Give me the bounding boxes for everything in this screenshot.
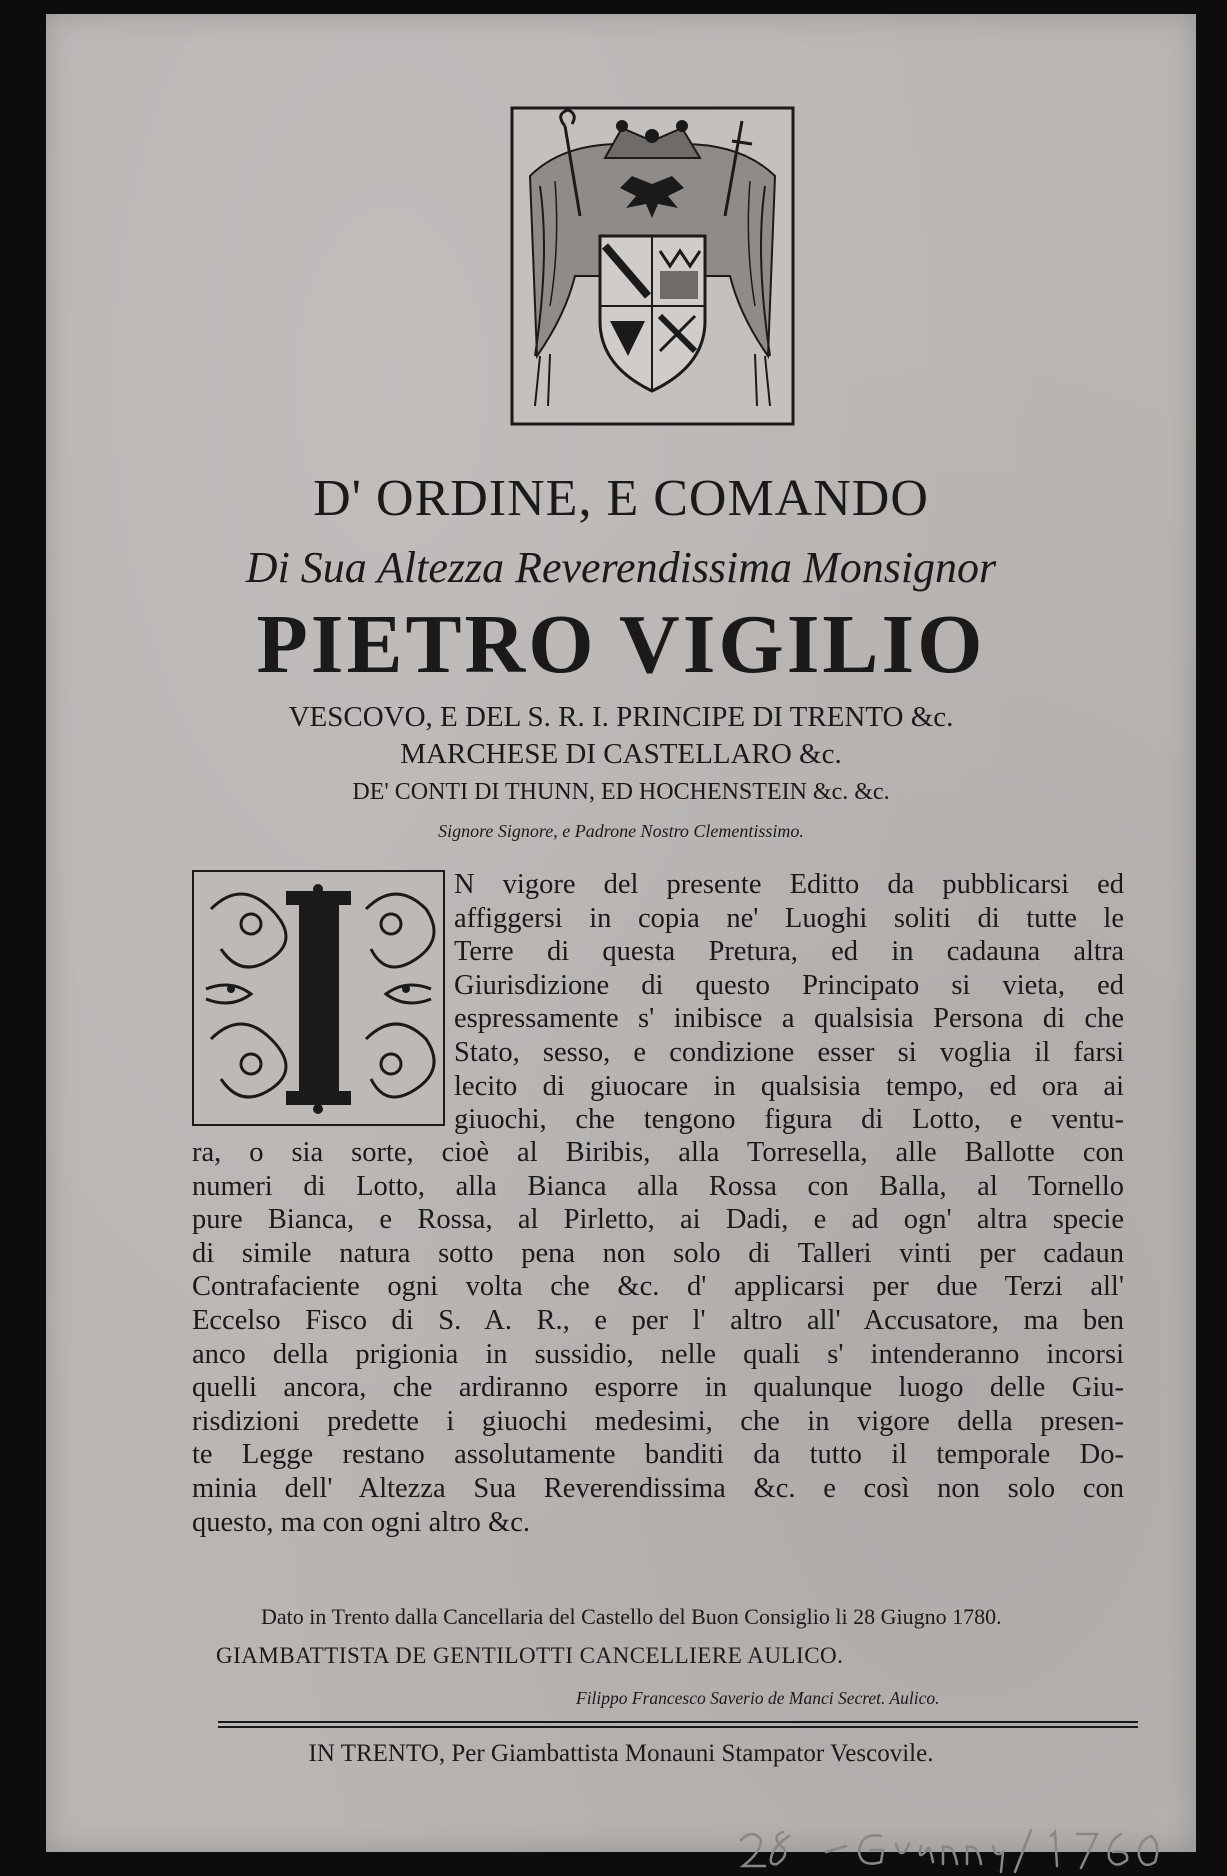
initial-letter: I [316,1011,320,1022]
body-line: minia dell' Altezza Sua Reverendissima &c. e così non solo con [192,1472,1124,1504]
body-line: Giurisdizione di questo Principato si vieta, ed [454,969,1124,1001]
body-line: pure Bianca, e Rossa, al Pirletto, ai Dadi, e ad ogn' altra specie [192,1204,1124,1236]
body-line: lecito di giuocare in qualsisia tempo, ed ora ai [454,1070,1124,1102]
chancellor-signature: GIAMBATTISTA DE GENTILOTTI CANCELLIERE AULICO. [216,1643,844,1668]
secretary-signature: Filippo Francesco Saverio de Manci Secret. Aulico. [576,1688,940,1708]
issuer-title-line-1: VESCOVO, E DEL S. R. I. PRINCIPE DI TRENTO &c. [288,701,954,733]
body-line: affiggersi in copia ne' Luoghi soliti di tutte le [454,902,1124,934]
issuer-name: PIETRO VIGILIO [256,598,986,691]
edict-body-wide [192,1136,1124,1539]
proclamation-subtitle: Di Sua Altezza Reverendissima Monsignor [245,543,997,592]
proclamation-title: D' ORDINE, E COMANDO [313,470,929,527]
ornamental-initial-icon [191,869,446,1127]
body-line: risdizioni predette i giuochi medesimi, che in vigore della presen- [192,1405,1124,1437]
issuer-title-line-4: Signore Signore, e Padrone Nostro Clementissimo. [438,821,804,841]
body-line: espressamente s' inibisce a qualsisia Persona di che [454,1003,1124,1035]
body-line: te Legge restano assolutamente banditi da tutto il temporale Do- [192,1439,1124,1471]
body-line: giuochi, che tengono figura di Lotto, e ventu- [454,1104,1124,1136]
body-line: Stato, sesso, e condizione esser si voglia il farsi [454,1036,1124,1068]
body-line: Eccelso Fisco di S. A. R., e per l' altro all' Accusatore, ma ben [192,1304,1124,1336]
body-line: numeri di Lotto, alla Bianca alla Rossa con Balla, al Tornello [192,1170,1124,1202]
issuer-title-line-3: DE' CONTI DI THUNN, ED HOCHENSTEIN &c. &c. [352,779,890,805]
date-line: Dato in Trento dalla Cancellaria del Castello del Buon Consiglio li 28 Giugno 1780. [261,1604,1002,1629]
handwritten-date-annotation [731,1822,1211,1876]
body-line: questo, ma con ogni altro &c. [192,1506,530,1538]
coat-of-arms-icon [510,106,795,426]
edict-body-narrow [454,868,1124,1137]
issuer-title-line-2: MARCHESE DI CASTELLARO &c. [400,738,842,770]
body-line: ra, o sia sorte, cioè al Biribis, alla Torresella, alle Ballotte con [192,1137,1124,1168]
body-line: N vigore del presente Editto da pubblicarsi ed [454,869,1124,900]
body-line: di simile natura sotto pena non solo di Talleri vinti per cadaun [192,1237,1124,1269]
printer-imprint: IN TRENTO, Per Giambattista Monauni Stampator Vescovile. [308,1740,934,1767]
divider [218,1721,1138,1723]
document-sheet [46,14,1196,1852]
divider [218,1726,1138,1728]
body-line: Contrafaciente ogni volta che &c. d' applicarsi per due Terzi all' [192,1271,1124,1303]
body-line: Terre di questa Pretura, ed in cadauna altra [454,936,1124,968]
body-line: quelli ancora, che ardiranno esporre in qualunque luogo delle Giu- [192,1372,1124,1404]
body-line: anco della prigionia in sussidio, nelle quali s' intenderanno incorsi [192,1338,1124,1370]
